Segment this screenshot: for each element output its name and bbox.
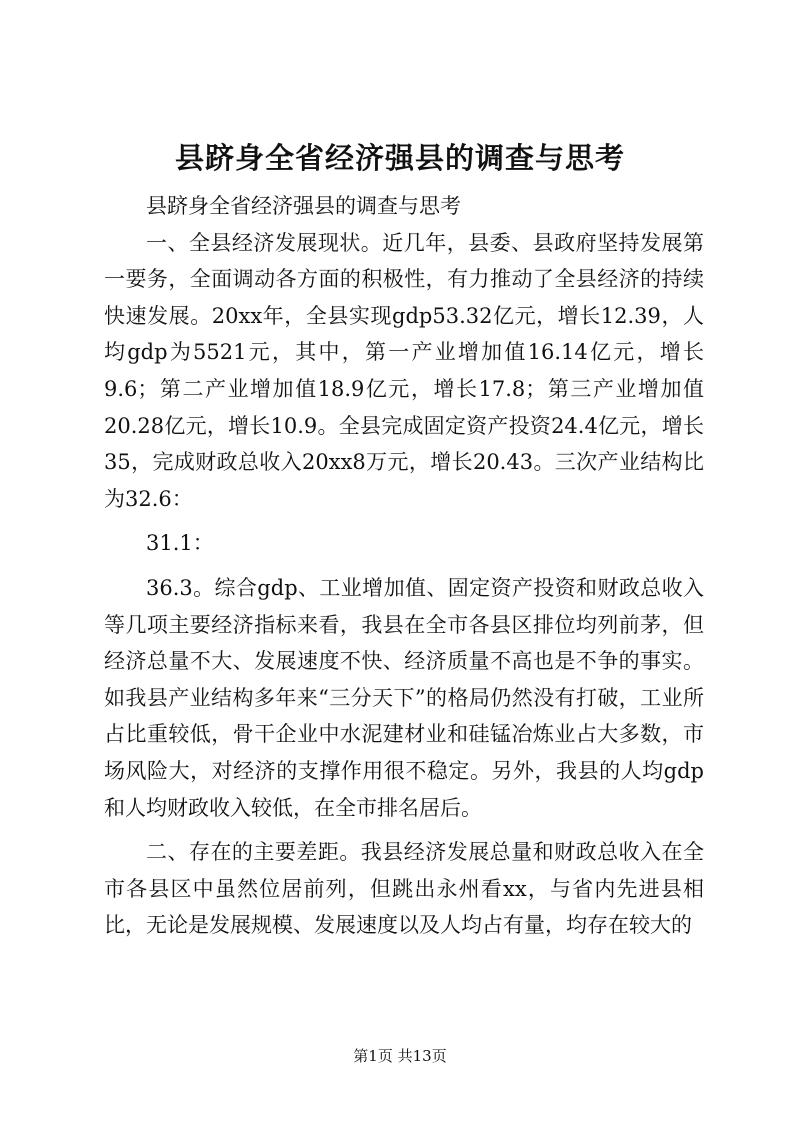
document-title: 县跻身全省经济强县的调查与思考	[174, 141, 625, 175]
document-body	[104, 188, 704, 944]
paragraph-gap: 二、存在的主要差距。我县经济发展总量和财政总收入在全市各县区中虽然位居前列，但跳出永州看xx，与省内先进县相比，无论是发展规模、发展速度以及人均占有量，均存在较大的	[104, 840, 704, 938]
paragraph-ratio-part: 31.1：	[146, 531, 214, 556]
page-footer: 第1页 共13页	[353, 1047, 447, 1065]
paragraph-status: 一、全县经济发展现状。近几年，县委、县政府坚持发展第一要务，全面调动各方面的积极性，有力推动了全县经济的持续快速发展。20xx年，全县实现gdp53.32亿元，增长12.39，人均gdp为5521元，其中，第一产业增加值16.14亿元，增长9.6；第二产业增加值18.9亿元，增长17.8；第三产业增加值20.28亿元，增长10.9。全县完成固定资产投资24.4亿元，增长35，完成财政总收入20xx8万元，增长20.43。三次产业结构比为32.6：	[104, 230, 704, 511]
paragraph-subtitle: 县跻身全省经济强县的调查与思考	[146, 194, 461, 218]
paragraph-analysis: 36.3。综合gdp、工业增加值、固定资产投资和财政总收入等几项主要经济指标来看，我县在全市各县区排位均列前茅，但经济总量不大、发展速度不快、经济质量不高也是不争的事实。如我县产业结构多年来“三分天下”的格局仍然没有打破，工业所占比重较低，骨干企业中水泥建材业和硅锰冶炼业占大多数，市场风险大，对经济的支撑作用很不稳定。另外，我县的人均gdp和人均财政收入较低，在全市排名居后。	[104, 575, 704, 820]
